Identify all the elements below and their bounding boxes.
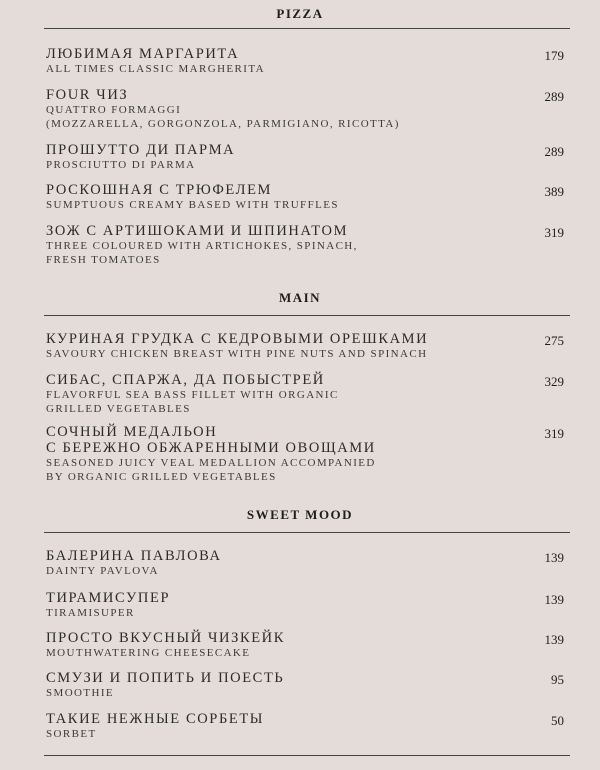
menu-item bbox=[46, 372, 570, 416]
item-description: QUATTRO FORMAGGI (MOZZARELLA, GORGONZOLA, PARMIGIANO, RICOTTA) bbox=[46, 104, 400, 130]
item-name: FOUR ЧИЗ bbox=[46, 87, 129, 103]
menu-item bbox=[46, 46, 570, 76]
item-description: TIRAMISUPER bbox=[46, 607, 135, 619]
item-price: 319 bbox=[544, 426, 564, 441]
menu-item bbox=[46, 424, 570, 484]
item-name: СОЧНЫЙ МЕДАЛЬОН С БЕРЕЖНО ОБЖАРЕННЫМИ ОВОЩАМИ bbox=[46, 424, 376, 456]
item-description: PROSCIUTTO DI PARMA bbox=[46, 159, 196, 171]
item-name: СИБАС, СПАРЖА, ДА ПОБЫСТРЕЙ bbox=[46, 372, 325, 388]
item-description: SUMPTUOUS CREAMY BASED WITH TRUFFLES bbox=[46, 199, 339, 211]
item-price: 50 bbox=[551, 713, 564, 728]
item-description: SORBET bbox=[46, 728, 97, 740]
menu-item bbox=[46, 548, 570, 578]
item-price: 139 bbox=[544, 592, 564, 607]
item-name: БАЛЕРИНА ПАВЛОВА bbox=[46, 548, 222, 564]
section-title: MAIN bbox=[278, 290, 322, 305]
item-description: DAINTY PAVLOVA bbox=[46, 565, 159, 577]
menu-item bbox=[46, 182, 570, 212]
menu-item bbox=[46, 670, 570, 700]
item-description: FLAVORFUL SEA BASS FILLET WITH ORGANIC GRILLED VEGETABLES bbox=[46, 389, 339, 415]
menu-item bbox=[46, 87, 570, 131]
section-divider bbox=[44, 28, 570, 29]
section-title: SWEET MOOD bbox=[246, 507, 354, 522]
menu-item bbox=[46, 142, 570, 172]
section-sweet-mood bbox=[0, 506, 600, 524]
menu-item bbox=[46, 711, 570, 741]
item-name: ПРОШУТТО ДИ ПАРМА bbox=[46, 142, 236, 158]
item-name: СМУЗИ И ПОПИТЬ И ПОЕСТЬ bbox=[46, 670, 285, 686]
item-price: 179 bbox=[544, 48, 564, 63]
item-price: 139 bbox=[544, 550, 564, 565]
section-divider bbox=[44, 532, 570, 533]
item-description: SAVOURY CHICKEN BREAST WITH PINE NUTS AND SPINACH bbox=[46, 348, 428, 360]
item-price: 329 bbox=[544, 374, 564, 389]
item-description: SMOOTHIE bbox=[46, 687, 115, 699]
item-description: SEASONED JUICY VEAL MEDALLION ACCOMPANIED BY ORGANIC GRILLED VEGETABLES bbox=[46, 457, 376, 483]
item-description: THREE COLOURED WITH ARTICHOKES, SPINACH, FRESH TOMATOES bbox=[46, 240, 358, 266]
menu-item bbox=[46, 331, 570, 361]
item-price: 389 bbox=[544, 184, 564, 199]
item-name: РОСКОШНАЯ С ТРЮФЕЛЕМ bbox=[46, 182, 273, 198]
item-name: ЗОЖ С АРТИШОКАМИ И ШПИНАТОМ bbox=[46, 223, 349, 239]
menu-item bbox=[46, 223, 570, 267]
section-pizza bbox=[0, 5, 600, 23]
item-description: ALL TIMES CLASSIC MARGHERITA bbox=[46, 63, 265, 75]
section-divider bbox=[44, 315, 570, 316]
section-main bbox=[0, 289, 600, 307]
item-price: 139 bbox=[544, 632, 564, 647]
section-title: PIZZA bbox=[276, 6, 324, 21]
menu-item bbox=[46, 630, 570, 660]
item-description: MOUTHWATERING CHEESECAKE bbox=[46, 647, 251, 659]
item-name: ПРОСТО ВКУСНЫЙ ЧИЗКЕЙК bbox=[46, 630, 286, 646]
item-name: ТАКИЕ НЕЖНЫЕ СОРБЕТЫ bbox=[46, 711, 265, 727]
item-price: 289 bbox=[544, 144, 564, 159]
item-price: 95 bbox=[551, 672, 564, 687]
item-price: 289 bbox=[544, 89, 564, 104]
item-name: ТИРАМИСУПЕР bbox=[46, 590, 171, 606]
item-name: КУРИНАЯ ГРУДКА С КЕДРОВЫМИ ОРЕШКАМИ bbox=[46, 331, 429, 347]
bottom-divider bbox=[44, 755, 570, 756]
menu-item bbox=[46, 590, 570, 620]
item-name: ЛЮБИМАЯ МАРГАРИТА bbox=[46, 46, 240, 62]
item-price: 275 bbox=[544, 333, 564, 348]
item-price: 319 bbox=[544, 225, 564, 240]
